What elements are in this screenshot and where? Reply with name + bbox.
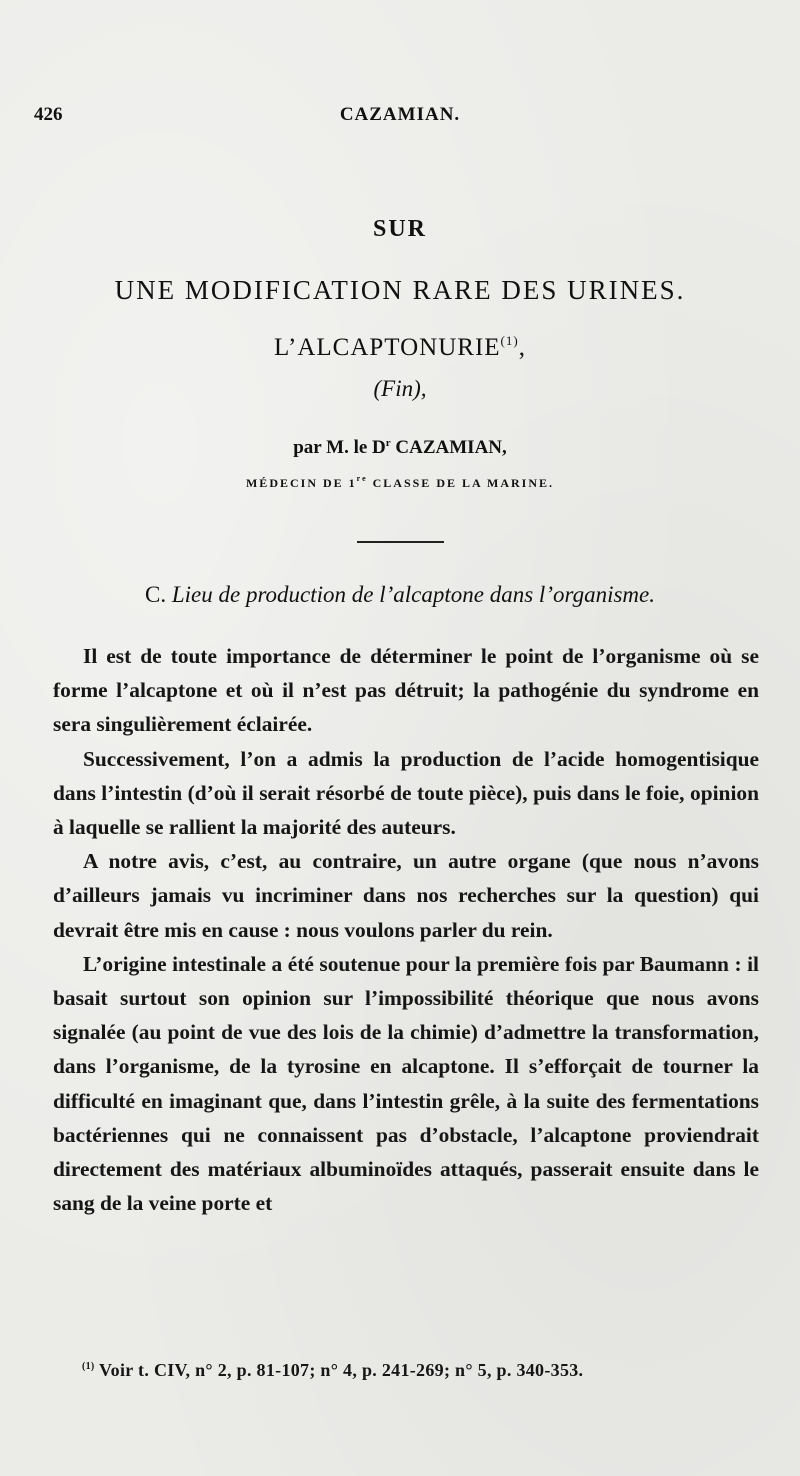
title-line-3-suffix: ,	[518, 334, 526, 361]
title-line-2: UNE MODIFICATION RARE DES URINES.	[114, 275, 686, 305]
affiliation-after: CLASSE DE LA MARINE.	[367, 476, 554, 490]
page-number: 426	[34, 104, 63, 125]
title-line-1: SUR	[372, 216, 427, 242]
footnote-text: Voir t. CIV, n° 2, p. 81-107; n° 4, p. 241-269; n° 5, p. 340-353.	[94, 1360, 584, 1380]
author-prefix: par M. le D	[293, 437, 386, 458]
running-head	[34, 100, 766, 130]
author-line	[40, 431, 760, 460]
article-title-block	[40, 214, 760, 492]
paragraph-4: L’origine intestinale a été soutenue pour la première fois par Baumann : il basait surtout son opinion sur l’impossibilité théorique que nous avons signalée (au point de vue des lois de la chimie) d’admettre la transformation, dans l’organisme, de la tyrosine en alcaptone. Il s’efforçait de tourner la difficulté en imaginant que, dans l’intestin grêle, à la suite des fermentations bactériennes qui ne connaissent pas d’obstacle, l’alcaptone proviendrait directement des matériaux albuminoïdes attaqués, passerait ensuite dans le sang de la veine porte et	[53, 951, 759, 1216]
title-footnote-marker: (1)	[500, 333, 519, 348]
affiliation-before: MÉDECIN DE 1	[245, 476, 357, 490]
author-affiliation	[40, 470, 760, 492]
title-divider	[357, 541, 444, 543]
paragraph-1: Il est de toute importance de déterminer le point de l’organisme où se forme l’alcaptone et où il n’est pas détruit; la pathogénie du syndrome en sera singulièrement éclairée.	[53, 644, 759, 737]
author-prefix-sup: r	[385, 437, 391, 449]
footnote-marker: (1)	[82, 1361, 95, 1372]
title-line-3	[40, 326, 760, 363]
paragraph-3: A notre avis, c’est, au contraire, un autre organe (que nous n’avons d’ailleurs jamais vu incriminer dans nos recherches sur la question) qui devrait être mis en cause : nous voulons parler du rein.	[53, 849, 759, 942]
section-heading	[40, 580, 760, 610]
body-text	[53, 639, 759, 1220]
footnote	[82, 1355, 766, 1382]
section-title: Lieu de production de l’alcaptone dans l’organisme.	[171, 582, 655, 607]
title-line-4: (Fin),	[373, 376, 427, 401]
running-title: CAZAMIAN.	[339, 104, 461, 125]
affiliation-sup: re	[356, 474, 368, 483]
title-line-3-text: L’ALCAPTONURIE	[274, 334, 501, 361]
section-letter: C.	[145, 582, 172, 607]
author-name: CAZAMIAN,	[390, 437, 507, 458]
paragraph-2: Successivement, l’on a admis la production de l’acide homogentisique dans l’intestin (d’où il serait résorbé de toute pièce), puis dans le foie, opinion à laquelle se rallient la majorité des auteurs.	[53, 746, 759, 840]
